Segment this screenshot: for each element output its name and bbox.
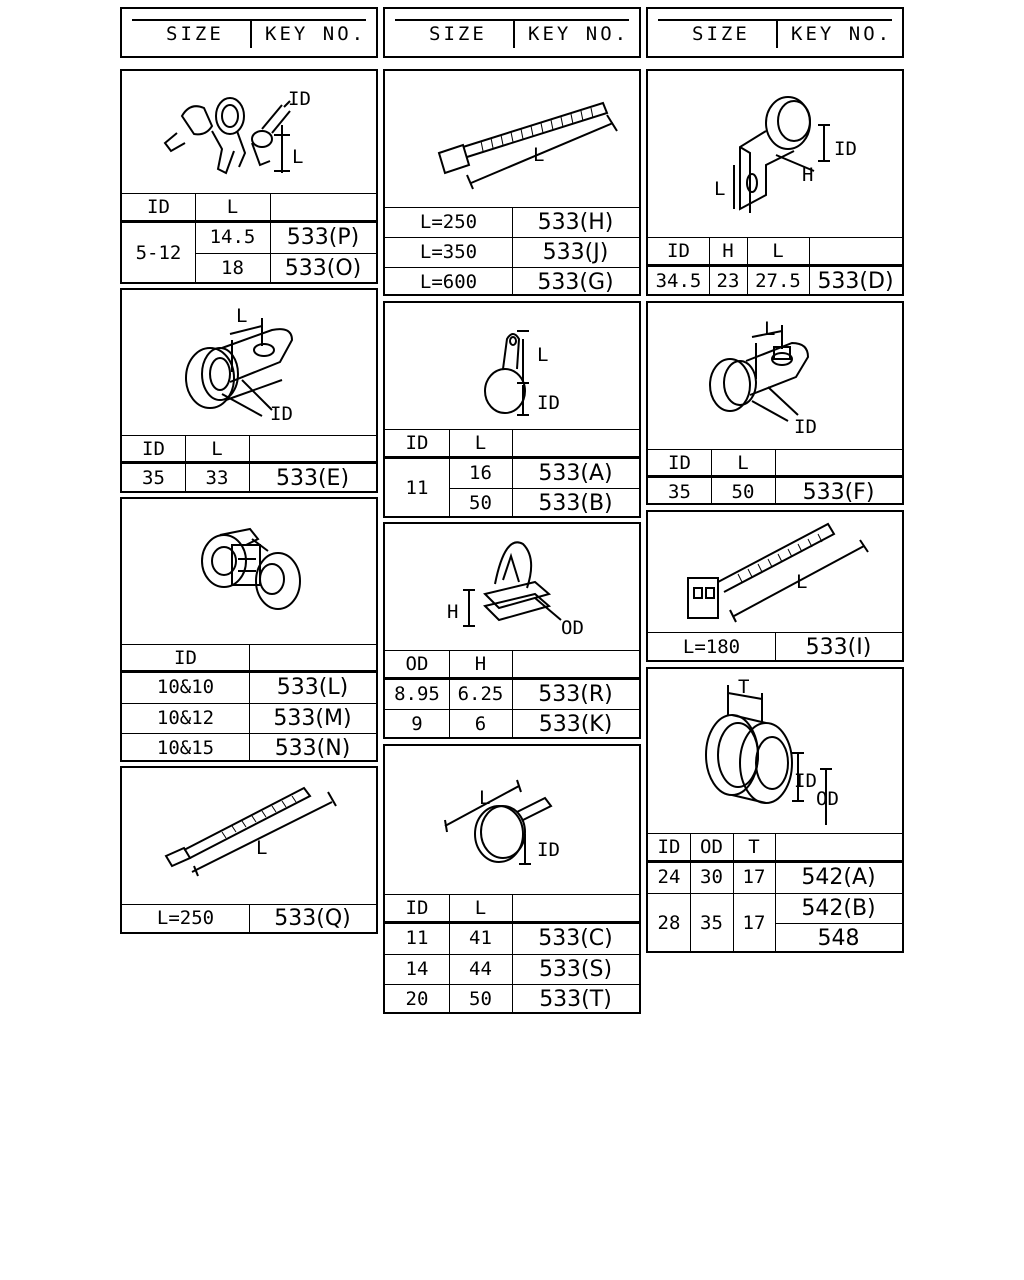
id-dim-label: ID <box>834 138 857 160</box>
col-header-id: ID <box>142 438 165 460</box>
part-panel-clip-533-e <box>120 288 378 493</box>
l-dim-label: L <box>236 305 248 327</box>
l-value: 18 <box>221 257 244 279</box>
p-clip-illustration <box>385 303 639 429</box>
size-header: SIZE <box>429 23 487 45</box>
id-value: 11 <box>405 927 429 949</box>
header-col2 <box>383 7 641 58</box>
header-col1 <box>120 7 378 58</box>
col-header-l: L <box>226 196 239 218</box>
key-number[interactable]: 533(C) <box>538 926 613 951</box>
cable-tie-illustration <box>385 71 639 207</box>
key-number[interactable]: 533(F) <box>802 480 875 505</box>
col-header-id: ID <box>668 452 691 474</box>
h-value: 23 <box>716 270 740 292</box>
l-dim-label: L <box>533 144 545 166</box>
key-number[interactable]: 542(B) <box>801 896 876 921</box>
od-dim-label: OD <box>561 617 584 639</box>
key-number[interactable]: 533(O) <box>284 256 362 281</box>
od-value: 9 <box>411 713 423 735</box>
part-panel-tie-533-i <box>646 510 904 662</box>
size-value: L=250 <box>419 211 478 233</box>
part-panel-clip-533-f <box>646 301 904 505</box>
id-value: 34.5 <box>655 270 702 292</box>
size-value: L=250 <box>156 907 215 929</box>
part-panel-tie-533-q <box>120 766 378 934</box>
key-number[interactable]: 533(I) <box>805 635 872 660</box>
part-panel-clip-533-l-m-n <box>120 497 378 762</box>
id-value: 24 <box>657 866 681 888</box>
id-value: 35 <box>142 467 165 489</box>
id-value: 10&15 <box>156 737 215 759</box>
size-value: L=600 <box>419 271 478 293</box>
key-number[interactable]: 533(P) <box>286 225 360 250</box>
key-number[interactable]: 533(J) <box>542 240 609 265</box>
l-dim-label: L <box>537 344 549 366</box>
t-value: 17 <box>742 912 766 934</box>
part-panel-clip-533-a-b <box>383 301 641 518</box>
id-dim-label: ID <box>270 403 293 425</box>
grommet-illustration <box>648 669 902 833</box>
key-number[interactable]: 533(A) <box>538 461 613 486</box>
header-col3 <box>646 7 904 58</box>
key-number[interactable]: 533(B) <box>538 491 613 516</box>
id-dim-label: ID <box>537 839 560 861</box>
col-header-l: L <box>772 240 784 262</box>
col-header-l: L <box>737 452 749 474</box>
t-value: 17 <box>742 866 766 888</box>
clip-illustration <box>122 71 376 193</box>
key-number[interactable]: 533(E) <box>275 466 350 491</box>
key-number[interactable]: 533(D) <box>817 269 894 294</box>
od-value: 8.95 <box>394 683 440 705</box>
h-dim-label: H <box>802 164 814 186</box>
l-value: 16 <box>469 462 492 484</box>
l-dim-label: L <box>714 178 726 200</box>
key-number[interactable]: 548 <box>817 926 860 951</box>
key-number[interactable]: 533(L) <box>276 675 349 700</box>
part-panel-clamp-533-c-s-t <box>383 744 641 1014</box>
key-number[interactable]: 533(K) <box>538 712 613 737</box>
l-dim-label: L <box>292 146 304 168</box>
id-dim-label: ID <box>288 88 311 110</box>
double-clip-illustration <box>122 499 376 644</box>
col-header-h: H <box>722 240 734 262</box>
l-value: 50 <box>469 492 492 514</box>
id-value: 35 <box>668 481 691 503</box>
l-dim-label: L <box>256 837 268 859</box>
key-number[interactable]: 533(H) <box>537 210 614 235</box>
l-dim-label: L <box>764 318 776 340</box>
size-header: SIZE <box>692 23 750 45</box>
col-header-l: L <box>211 438 223 460</box>
bracket-clip-illustration <box>648 71 902 237</box>
key-number[interactable]: 533(Q) <box>274 906 351 931</box>
od-value: 30 <box>700 866 723 888</box>
part-panel-clip-533-r-k <box>383 522 641 739</box>
stud-clip-illustration <box>648 303 902 449</box>
key-no-header: KEY NO. <box>791 23 893 45</box>
h-value: 6.25 <box>457 683 504 705</box>
col-header-id: ID <box>405 432 429 454</box>
id-dim-label: ID <box>794 770 817 792</box>
l-value: 14.5 <box>209 226 256 248</box>
id-value: 14 <box>405 958 429 980</box>
id-value: 20 <box>405 988 429 1010</box>
id-value: 11 <box>405 477 429 499</box>
l-dim-label: L <box>796 571 808 593</box>
key-number[interactable]: 533(T) <box>539 987 612 1012</box>
col-header-id: ID <box>667 240 690 262</box>
l-dim-label: L <box>479 787 491 809</box>
part-panel-clip-533-p-o <box>120 69 378 284</box>
t-dim-label: T <box>738 676 750 698</box>
id-value: 10&12 <box>156 707 215 729</box>
id-dim-label: ID <box>537 392 560 414</box>
cable-tie-illustration <box>648 512 902 632</box>
col-header-id: ID <box>174 647 197 669</box>
l-value: 27.5 <box>755 270 801 292</box>
col-header-od: OD <box>405 653 429 675</box>
key-number[interactable]: 533(S) <box>538 957 613 982</box>
hose-clamp-illustration <box>385 746 639 894</box>
l-value: 44 <box>469 958 492 980</box>
id-dim-label: ID <box>794 416 817 438</box>
col-header-h: H <box>474 653 487 675</box>
col-header-id: ID <box>405 897 429 919</box>
p-clip-illustration <box>122 290 376 435</box>
col-header-id: ID <box>147 196 170 218</box>
id-value: 10&10 <box>156 676 215 698</box>
key-no-header: KEY NO. <box>528 23 630 45</box>
col-header-l: L <box>474 897 487 919</box>
col-header-id: ID <box>657 836 681 858</box>
od-dim-label: OD <box>816 788 839 810</box>
col-header-l: L <box>474 432 487 454</box>
key-no-header: KEY NO. <box>265 23 367 45</box>
push-clip-illustration <box>385 524 639 650</box>
key-number[interactable]: 542(A) <box>801 865 876 890</box>
id-value: 28 <box>657 912 681 934</box>
part-panel-clip-533-d <box>646 69 904 296</box>
key-number[interactable]: 533(M) <box>273 706 352 731</box>
l-value: 41 <box>469 927 492 949</box>
id-value: 5-12 <box>135 242 182 264</box>
l-value: 33 <box>205 467 229 489</box>
size-value: L=180 <box>682 636 741 658</box>
col-header-t: T <box>748 836 760 858</box>
part-panel-grommet-542-548 <box>646 667 904 953</box>
col-header-od: OD <box>700 836 723 858</box>
key-number[interactable]: 533(N) <box>274 736 351 761</box>
size-value: L=350 <box>419 241 478 263</box>
od-value: 35 <box>700 912 723 934</box>
key-number[interactable]: 533(R) <box>538 682 613 707</box>
l-value: 50 <box>469 988 492 1010</box>
size-header: SIZE <box>166 23 224 45</box>
h-dim-label: H <box>447 601 459 623</box>
l-value: 50 <box>731 481 755 503</box>
part-panel-tie-533-h-j-g <box>383 69 641 296</box>
cable-tie-illustration <box>122 768 376 904</box>
h-value: 6 <box>474 713 487 735</box>
key-number[interactable]: 533(G) <box>537 270 614 295</box>
